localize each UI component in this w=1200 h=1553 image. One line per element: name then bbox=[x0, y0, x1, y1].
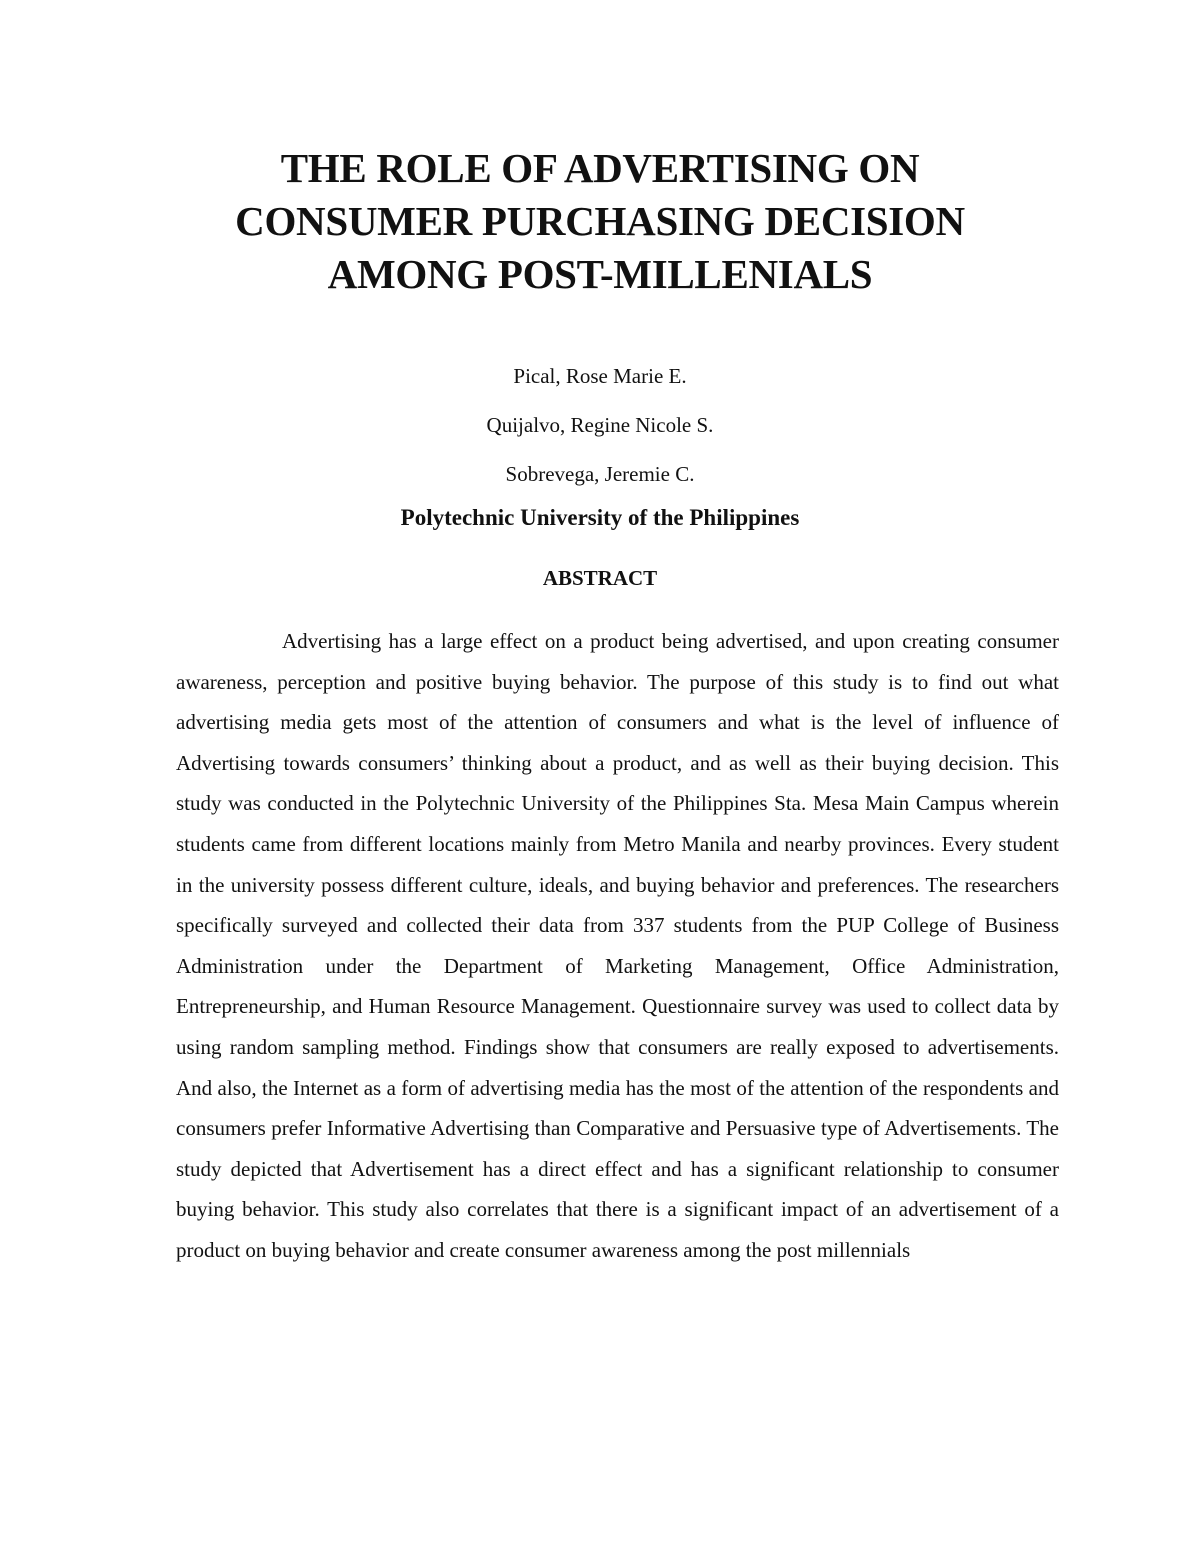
author-list bbox=[100, 358, 1100, 505]
title-line: AMONG POST-MILLENIALS bbox=[327, 251, 873, 297]
paper-title bbox=[100, 142, 1100, 301]
affiliation: Polytechnic University of the Philippines bbox=[400, 505, 800, 530]
title-line: CONSUMER PURCHASING DECISION bbox=[235, 198, 965, 244]
title-line: THE ROLE OF ADVERTISING ON bbox=[280, 145, 920, 191]
abstract-text: Advertising has a large effect on a product being advertised, and upon creating consumer awareness, perception and positive buying behavior. The purpose of this study is to find out what advertising media gets most of the attention of consumers and what is the level of influence of Advertising towards consumers’ thinking about a product, and as well as their buying decision. This study was conducted in the Polytechnic University of the Philippines Sta. Mesa Main Campus wherein students came from different locations mainly from Metro Manila and nearby provinces. Every student in the university possess different culture, ideals, and buying behavior and preferences. The researchers specifically surveyed and collected their data from 337 students from the PUP College of Business Administration under the Department of Marketing Management, Office Administration, Entrepreneurship, and Human Resource Management. Questionnaire survey was used to collect data by using random sampling method. Findings show that consumers are really exposed to advertisements. And also, the Internet as a form of advertising media has the most of the attention of the respondents and consumers prefer Informative Advertising than Comparative and Persuasive type of Advertisements. The study depicted that Advertisement has a direct effect and has a significant relationship to consumer buying behavior. This study also correlates that there is a significant impact of an advertisement of a product on buying behavior and create consumer awareness among the post millennials bbox=[176, 629, 1059, 1262]
author-name: Pical, Rose Marie E. bbox=[513, 364, 687, 388]
abstract-heading: ABSTRACT bbox=[542, 566, 658, 590]
author-name: Sobrevega, Jeremie C. bbox=[505, 462, 695, 486]
author-name: Quijalvo, Regine Nicole S. bbox=[486, 413, 714, 437]
